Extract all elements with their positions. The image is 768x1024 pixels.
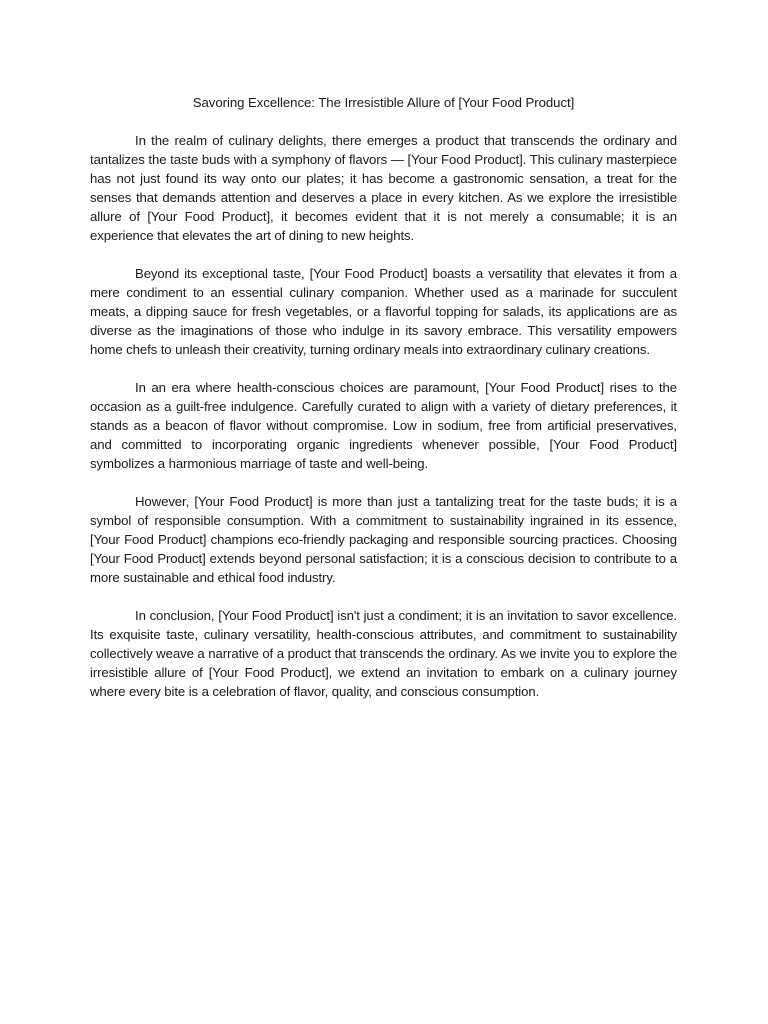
- document-title: Savoring Excellence: The Irresistible Allure of [Your Food Product]: [192, 95, 575, 110]
- paragraph-sustainability: However, [Your Food Product] is more than just a tantalizing treat for the taste buds; it is a symbol of responsible consumption. With a commitment to sustainability ingrained in its essence, [Your Food Product] champions eco-friendly packaging and responsible sourcing practices. Choosing [Your Food Product] extends beyond personal satisfaction; it is a conscious decision to contribute to a more sustainable and ethical food industry.: [90, 494, 677, 585]
- paragraph-health: In an era where health-conscious choices are paramount, [Your Food Product] rises to the occasion as a guilt-free indulgence. Carefully curated to align with a variety of dietary preferences, it stands as a beacon of flavor without compromise. Low in sodium, free from artificial preservatives, and committed to incorporating organic ingredients whenever possible, [Your Food Product] symbolizes a harmonious marriage of taste and well-being.: [90, 380, 677, 471]
- paragraph-conclusion: In conclusion, [Your Food Product] isn't just a condiment; it is an invitation to savor excellence. Its exquisite taste, culinary versatility, health-conscious attributes, and commitment to sustainability collectively weave a narrative of a product that transcends the ordinary. As we invite you to explore the irresistible allure of [Your Food Product], we extend an invitation to embark on a culinary journey where every bite is a celebration of flavor, quality, and conscious consumption.: [90, 608, 677, 699]
- paragraph-intro: In the realm of culinary delights, there emerges a product that transcends the ordinary and tantalizes the taste buds with a symphony of flavors — [Your Food Product]. This culinary masterpiece has not just found its way onto our plates; it has become a gastronomic sensation, a treat for the senses that demands attention and deserves a place in every kitchen. As we explore the irresistible allure of [Your Food Product], it becomes evident that it is not merely a consumable; it is an experience that elevates the art of dining to new heights.: [90, 133, 677, 243]
- paragraph-versatility: Beyond its exceptional taste, [Your Food Product] boasts a versatility that elevates it from a mere condiment to an essential culinary companion. Whether used as a marinade for succulent meats, a dipping sauce for fresh vegetables, or a flavorful topping for salads, its applications are as diverse as the imaginations of those who indulge in its savory embrace. This versatility empowers home chefs to unleash their creativity, turning ordinary meals into extraordinary culinary creations.: [90, 266, 677, 357]
- document-page: [90, 93, 677, 720]
